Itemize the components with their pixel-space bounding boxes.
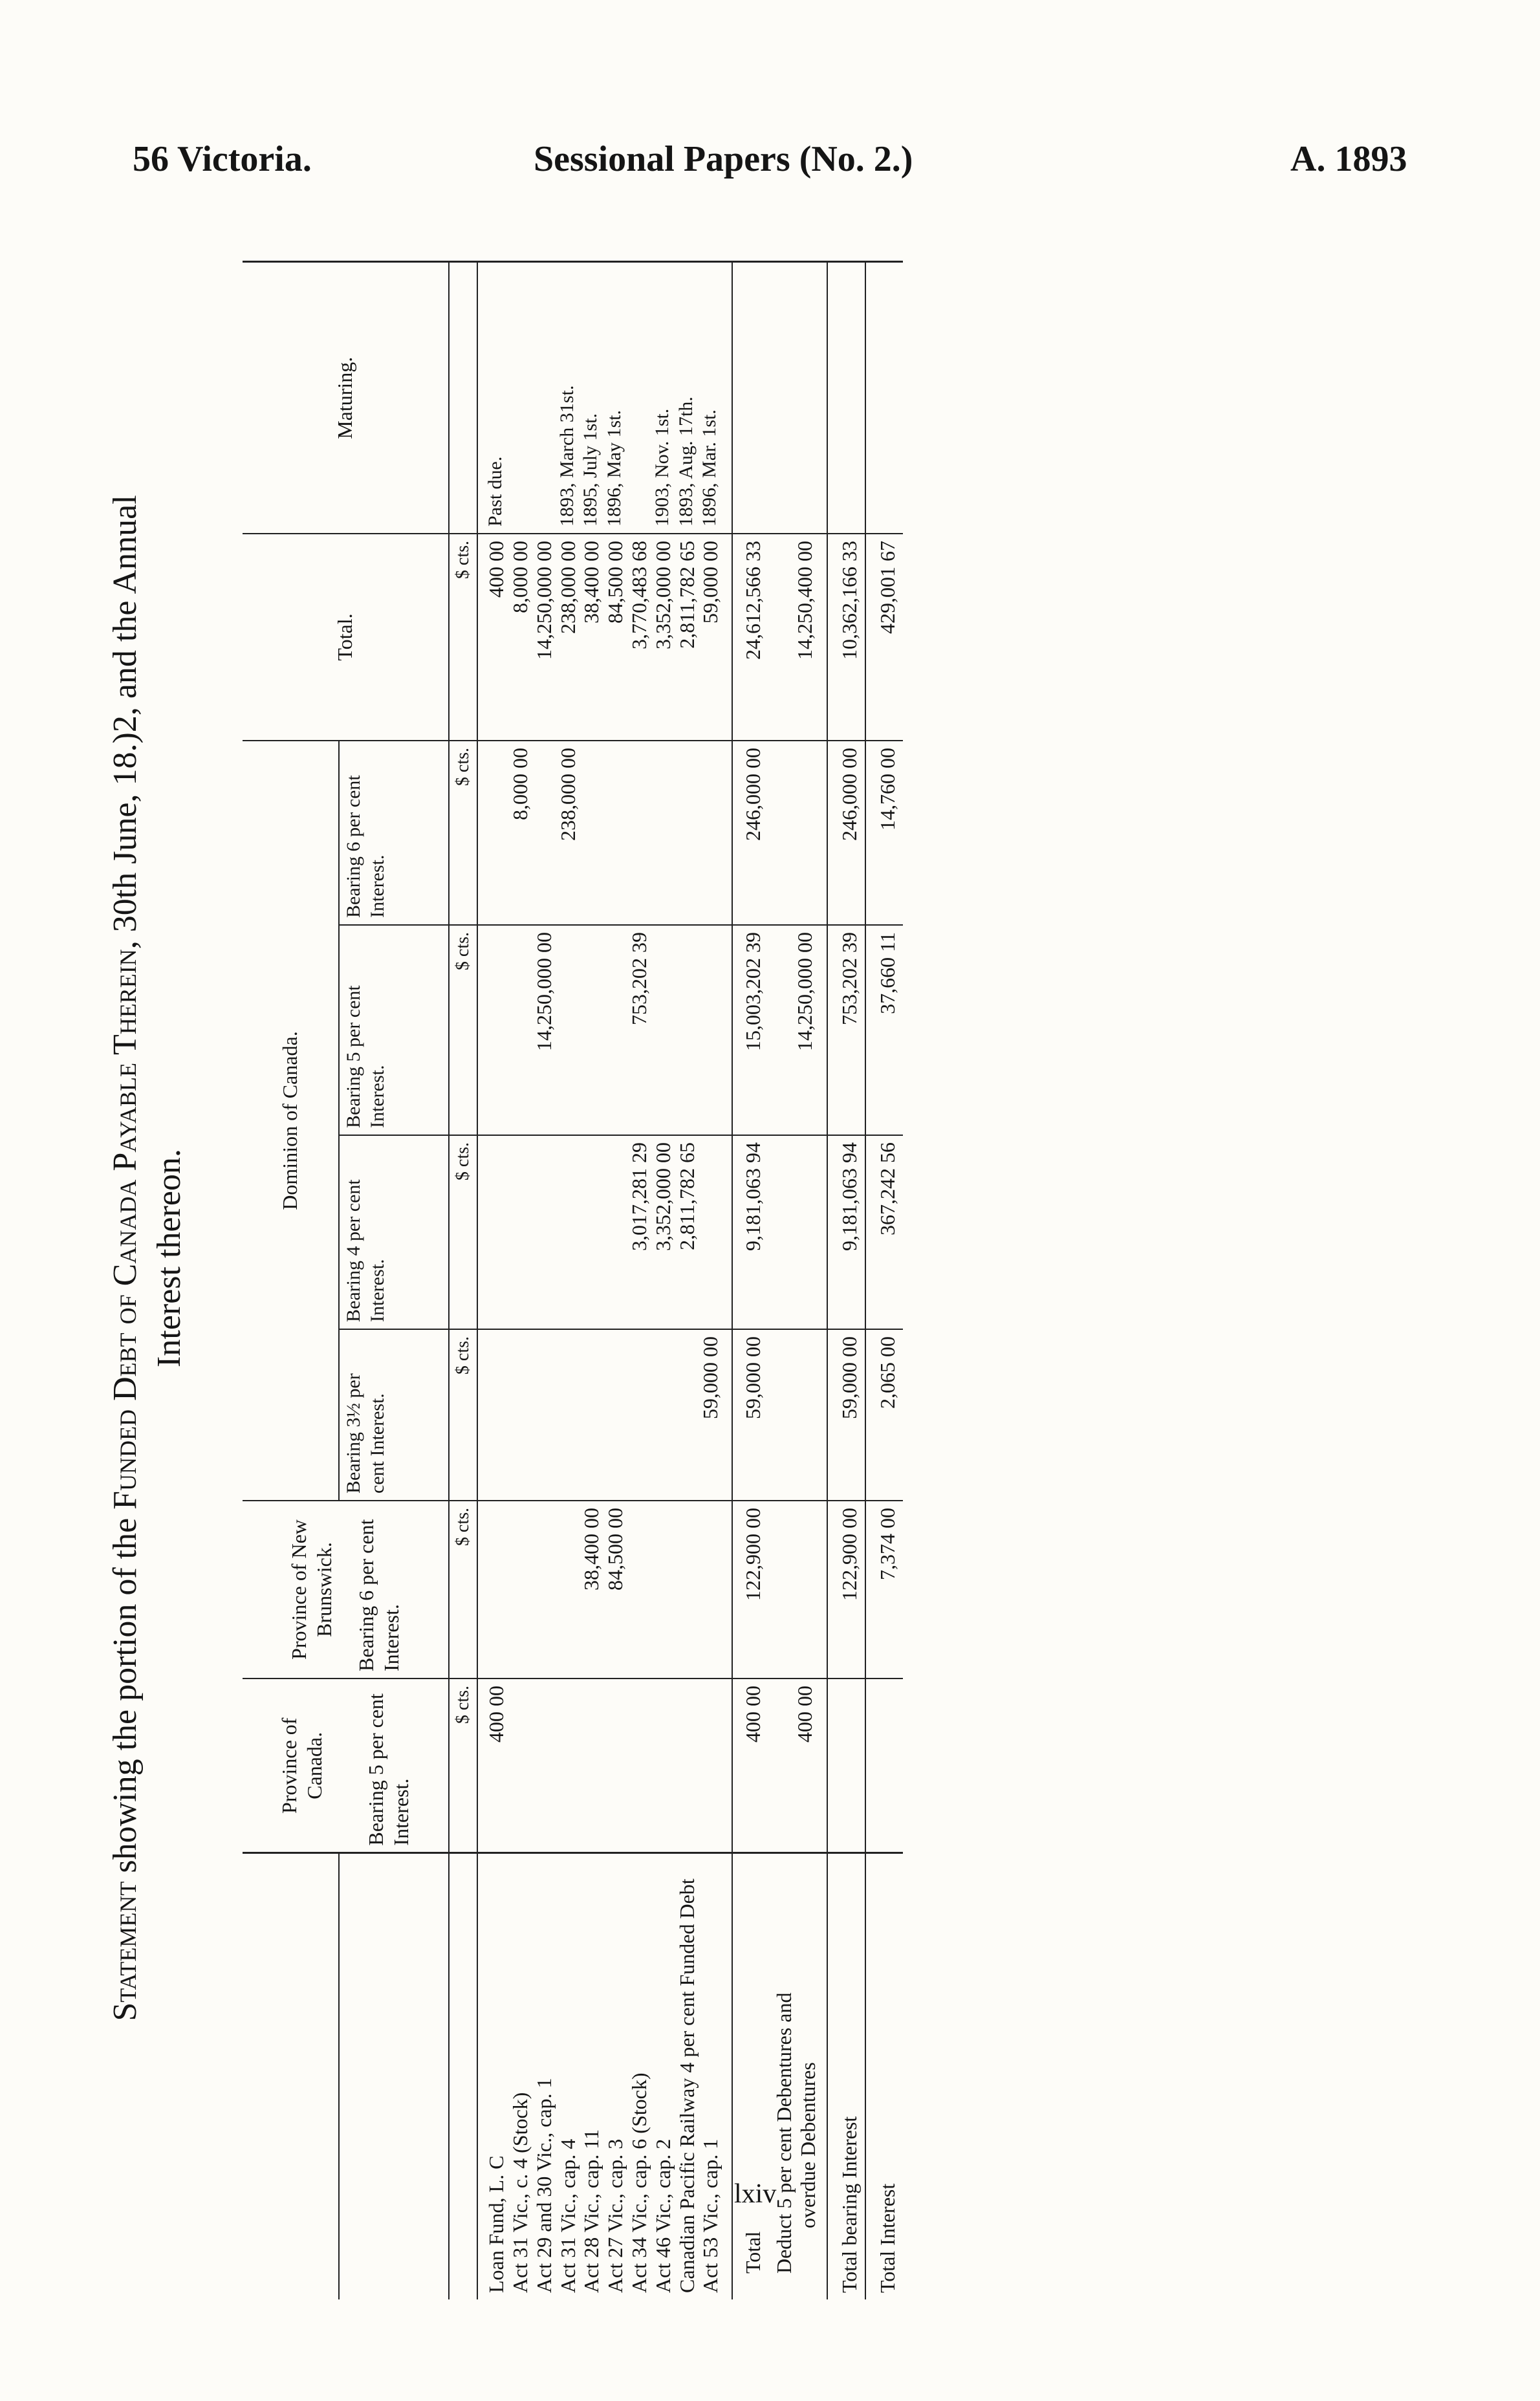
total-d35: 59,000 00 [732,1329,768,1501]
cell-d35 [627,1329,651,1501]
table-row [556,262,580,2299]
table-row [508,262,532,2299]
cell-pc5 [556,1679,580,1853]
cell-d6: 8,000 00 [508,741,532,925]
title-mid: showing the portion of the [107,1509,144,1882]
cell-pc5 [675,1679,699,1853]
row-label: Act 31 Vic., c. 4 (Stock) [508,2092,532,2293]
cell-d6 [651,741,675,925]
cell-pc5: 400 00 [477,1679,508,1853]
row-label: Act 53 Vic., cap. 1 [699,2138,722,2293]
cell-d4: 3,017,281 29 [627,1135,651,1329]
interest-d5: 37,660 11 [865,925,903,1135]
cell-d6 [699,741,732,925]
province-canada-heading: Province of Canada. [277,1717,327,1814]
table-row [627,262,651,2299]
deduct-d6 [768,741,827,925]
deduct-maturing-blank [768,262,827,534]
cell-total: 3,770,483 68 [627,534,651,741]
cell-d35 [532,1329,556,1501]
cell-nb6 [699,1501,732,1679]
cell-total: 8,000 00 [508,534,532,741]
bearing-maturing-blank [827,262,865,534]
row-label: Act 46 Vic., cap. 2 [651,2138,675,2293]
units-d35: $ cts. [449,1329,477,1501]
cell-pc5 [532,1679,556,1853]
bearing-d6: 246,000 00 [827,741,865,925]
table-row [651,262,675,2299]
title-line-2: Interest thereon. [150,1149,188,1367]
subhead-d-6: Bearing 6 per cent Interest. [339,741,449,925]
units-pc5: $ cts. [449,1679,477,1853]
row-label: Act 28 Vic., cap. 11 [580,2129,603,2293]
interest-d35: 2,065 00 [865,1329,903,1501]
rotated-statement [103,262,1384,2299]
bearing-pc5 [827,1679,865,1853]
cell-nb6 [477,1501,508,1679]
table-row [532,262,556,2299]
cell-maturing: 1903, Nov. 1st. [651,262,675,534]
group-province-canada [243,1679,449,1853]
interest-total: 429,001 67 [865,534,903,741]
table-row [699,262,732,2299]
cell-d6: 238,000 00 [556,741,580,925]
cell-total: 38,400 00 [580,534,603,741]
funded-debt-table [243,261,903,2299]
bearing-d4: 9,181,063 94 [827,1135,865,1329]
cell-pc5 [580,1679,603,1853]
cell-d4 [556,1135,580,1329]
cell-maturing: 1896, May 1st. [603,262,627,534]
deduct-d35 [768,1329,827,1501]
cell-d5: 753,202 39 [627,925,651,1135]
cell-nb6 [627,1501,651,1679]
subhead-d-4: Bearing 4 per cent Interest. [339,1135,449,1329]
units-blank [449,1853,477,2299]
total-total: 24,612,566 33 [732,534,768,741]
cell-d35 [675,1329,699,1501]
bearing-d5: 753,202 39 [827,925,865,1135]
group-dominion: Dominion of Canada. [243,741,339,1501]
deduct-label [768,1853,827,2299]
cell-d4 [699,1135,732,1329]
cell-maturing: Past due. [477,262,508,534]
cell-pc5 [508,1679,532,1853]
cell-d35 [556,1329,580,1501]
cell-total: 84,500 00 [603,534,627,741]
cell-nb6 [532,1501,556,1679]
total-d4: 9,181,063 94 [732,1135,768,1329]
cell-d35 [508,1329,532,1501]
total-label: Total [732,1853,768,2299]
table-row [603,262,627,2299]
cell-d35: 59,000 00 [699,1329,732,1501]
cell-total: 59,000 00 [699,534,732,741]
cell-d6 [580,741,603,925]
cell-total: 400 00 [477,534,508,741]
deduct-d4 [768,1135,827,1329]
deduct-nb6 [768,1501,827,1679]
interest-pc5 [865,1679,903,1853]
deduct-d5: 14,250,000 00 [768,925,827,1135]
cell-d4 [477,1135,508,1329]
row-label: Loan Fund, L. C [484,2155,508,2293]
bearing-nb6: 122,900 00 [827,1501,865,1679]
header-session: 56 Victoria. [133,139,312,179]
table-row [675,262,699,2299]
label-header-blank [243,1853,339,2299]
row-label: Act 29 and 30 Vic., cap. 1 [532,2078,556,2293]
cell-maturing [508,262,532,534]
subhead-pc-5: Bearing 5 per cent Interest. [363,1693,413,1846]
cell-d5 [603,925,627,1135]
cell-maturing: 1893, March 31st. [556,262,580,534]
cell-d35 [580,1329,603,1501]
deduct-pc5: 400 00 [768,1679,827,1853]
group-maturing: Maturing. [243,262,449,534]
cell-total: 3,352,000 00 [651,534,675,741]
total-d6: 246,000 00 [732,741,768,925]
cell-total: 14,250,000 00 [532,534,556,741]
cell-nb6 [508,1501,532,1679]
cell-d5 [651,925,675,1135]
cell-nb6: 84,500 00 [603,1501,627,1679]
header-title: Sessional Papers (No. 2.) [534,139,913,179]
units-d6: $ cts. [449,741,477,925]
interest-nb6: 7,374 00 [865,1501,903,1679]
subhead-nb-6: Bearing 6 per cent Interest. [354,1519,403,1671]
deduct-total: 14,250,400 00 [768,534,827,741]
cell-d5: 14,250,000 00 [532,925,556,1135]
subhead-d-5: Bearing 5 per cent Interest. [339,925,449,1135]
title-rest: , 30th June, 18.)2, and the Annual [107,495,144,950]
cell-d6 [603,741,627,925]
total-d5: 15,003,202 39 [732,925,768,1135]
cell-nb6 [556,1501,580,1679]
units-d4: $ cts. [449,1135,477,1329]
page-number: lxiv [734,2179,777,2209]
subhead-d-35: Bearing 3½ per cent Interest. [339,1329,449,1501]
cell-nb6: 38,400 00 [580,1501,603,1679]
interest-row [865,262,903,2299]
bearing-label: Total bearing Interest [827,1853,865,2299]
table-row [477,262,508,2299]
cell-d4 [580,1135,603,1329]
title-caps: Funded Debt of Canada Payable Therein [107,949,144,1510]
cell-nb6 [675,1501,699,1679]
bearing-d35: 59,000 00 [827,1329,865,1501]
cell-d4: 3,352,000 00 [651,1135,675,1329]
cell-d6 [675,741,699,925]
province-nb-heading: Province of New Brunswick. [287,1519,336,1660]
units-nb6: $ cts. [449,1501,477,1679]
cell-maturing [627,262,651,534]
cell-pc5 [603,1679,627,1853]
cell-total: 2,811,782 65 [675,534,699,741]
cell-d35 [651,1329,675,1501]
total-maturing-blank [732,262,768,534]
row-label: Act 27 Vic., cap. 3 [603,2138,627,2293]
label-header-blank-2 [339,1853,449,2299]
interest-d6: 14,760 00 [865,741,903,925]
cell-d6 [627,741,651,925]
bearing-total: 10,362,166 33 [827,534,865,741]
cell-pc5 [627,1679,651,1853]
cell-d4 [532,1135,556,1329]
interest-d4: 367,242 56 [865,1135,903,1329]
title-line-1 [103,320,147,2196]
row-label: Canadian Pacific Railway 4 per cent Funded Debt [675,1878,699,2293]
interest-label: Total Interest [865,1853,903,2299]
total-pc5: 400 00 [732,1679,768,1853]
total-row [732,262,768,2299]
cell-d6 [477,741,508,925]
deduct-label-line-1: Deduct 5 per cent Debentures and [772,1992,796,2274]
cell-d4 [508,1135,532,1329]
interest-maturing-blank [865,262,903,534]
table-row [580,262,603,2299]
title-prefix: Statement [107,1881,144,2021]
cell-d5 [508,925,532,1135]
cell-maturing: 1895, July 1st. [580,262,603,534]
units-total: $ cts. [449,534,477,741]
group-total: Total. [243,534,449,741]
cell-d5 [556,925,580,1135]
units-d5: $ cts. [449,925,477,1135]
cell-pc5 [699,1679,732,1853]
cell-d4 [603,1135,627,1329]
cell-d35 [603,1329,627,1501]
cell-d4: 2,811,782 65 [675,1135,699,1329]
group-province-nb [243,1501,449,1679]
cell-nb6 [651,1501,675,1679]
cell-d5 [580,925,603,1135]
cell-total: 238,000 00 [556,534,580,741]
cell-maturing [532,262,556,534]
cell-d35 [477,1329,508,1501]
cell-d5 [675,925,699,1135]
total-nb6: 122,900 00 [732,1501,768,1679]
bearing-row [827,262,865,2299]
cell-maturing: 1896, Mar. 1st. [699,262,732,534]
row-label: Act 34 Vic., cap. 6 (Stock) [627,2072,651,2293]
cell-d6 [532,741,556,925]
header-year: A. 1893 [1290,139,1407,179]
cell-d5 [699,925,732,1135]
row-label: Act 31 Vic., cap. 4 [556,2138,580,2293]
deduct-row [768,262,827,2299]
cell-maturing: 1893, Aug. 17th. [675,262,699,534]
units-maturing-blank [449,262,477,534]
cell-pc5 [651,1679,675,1853]
cell-d5 [477,925,508,1135]
statement-title [103,320,191,2196]
deduct-label-line-2: overdue Debentures [796,2062,819,2228]
